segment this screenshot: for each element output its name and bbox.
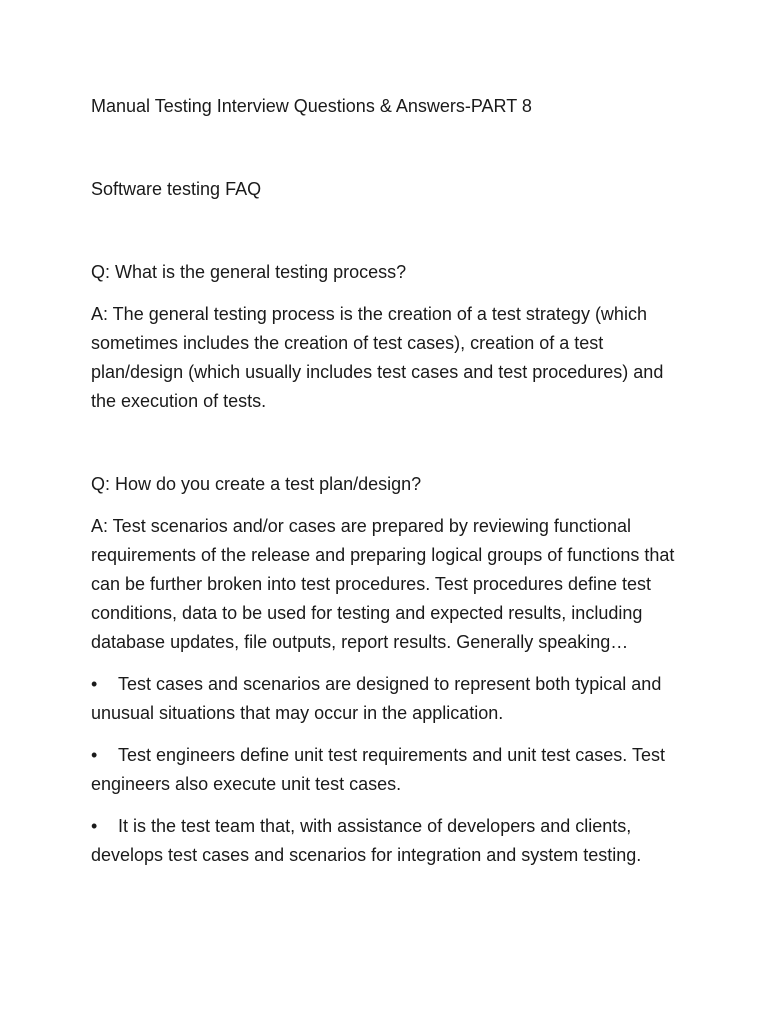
qa-section-general-process <box>91 258 688 416</box>
bullet-list <box>91 670 688 870</box>
list-item-text: Test cases and scenarios are designed to represent both typical and unusual situations that may occur in the application. <box>91 674 662 723</box>
answer-text: A: The general testing process is the creation of a test strategy (which sometimes includes the creation of test cases), creation of a test plan/design (which usually includes test cases and test procedures) and the execution of tests. <box>91 304 664 411</box>
list-item <box>91 812 688 870</box>
question-text: Q: How do you create a test plan/design? <box>91 474 422 494</box>
list-item-text: It is the test team that, with assistance of developers and clients, develops test cases and scenarios for integration and system testing. <box>91 816 642 865</box>
question-text: Q: What is the general testing process? <box>91 262 407 282</box>
list-item <box>91 741 688 799</box>
document-subtitle: Software testing FAQ <box>91 179 262 199</box>
qa-section-test-plan <box>91 470 688 870</box>
bullet-icon: • <box>91 816 98 836</box>
bullet-icon: • <box>91 674 98 694</box>
document-title: Manual Testing Interview Questions & Answers-PART 8 <box>91 96 532 116</box>
answer-text: A: Test scenarios and/or cases are prepared by reviewing functional requirements of the release and preparing logical groups of functions that can be further broken into test procedures. Test procedures define test conditions, data to be used for testing and expected results, including database updates, file outputs, report results. Generally speaking… <box>91 516 675 652</box>
list-item <box>91 670 688 728</box>
bullet-icon: • <box>91 745 98 765</box>
list-item-text: Test engineers define unit test requirements and unit test cases. Test engineers also execute unit test cases. <box>91 745 665 794</box>
